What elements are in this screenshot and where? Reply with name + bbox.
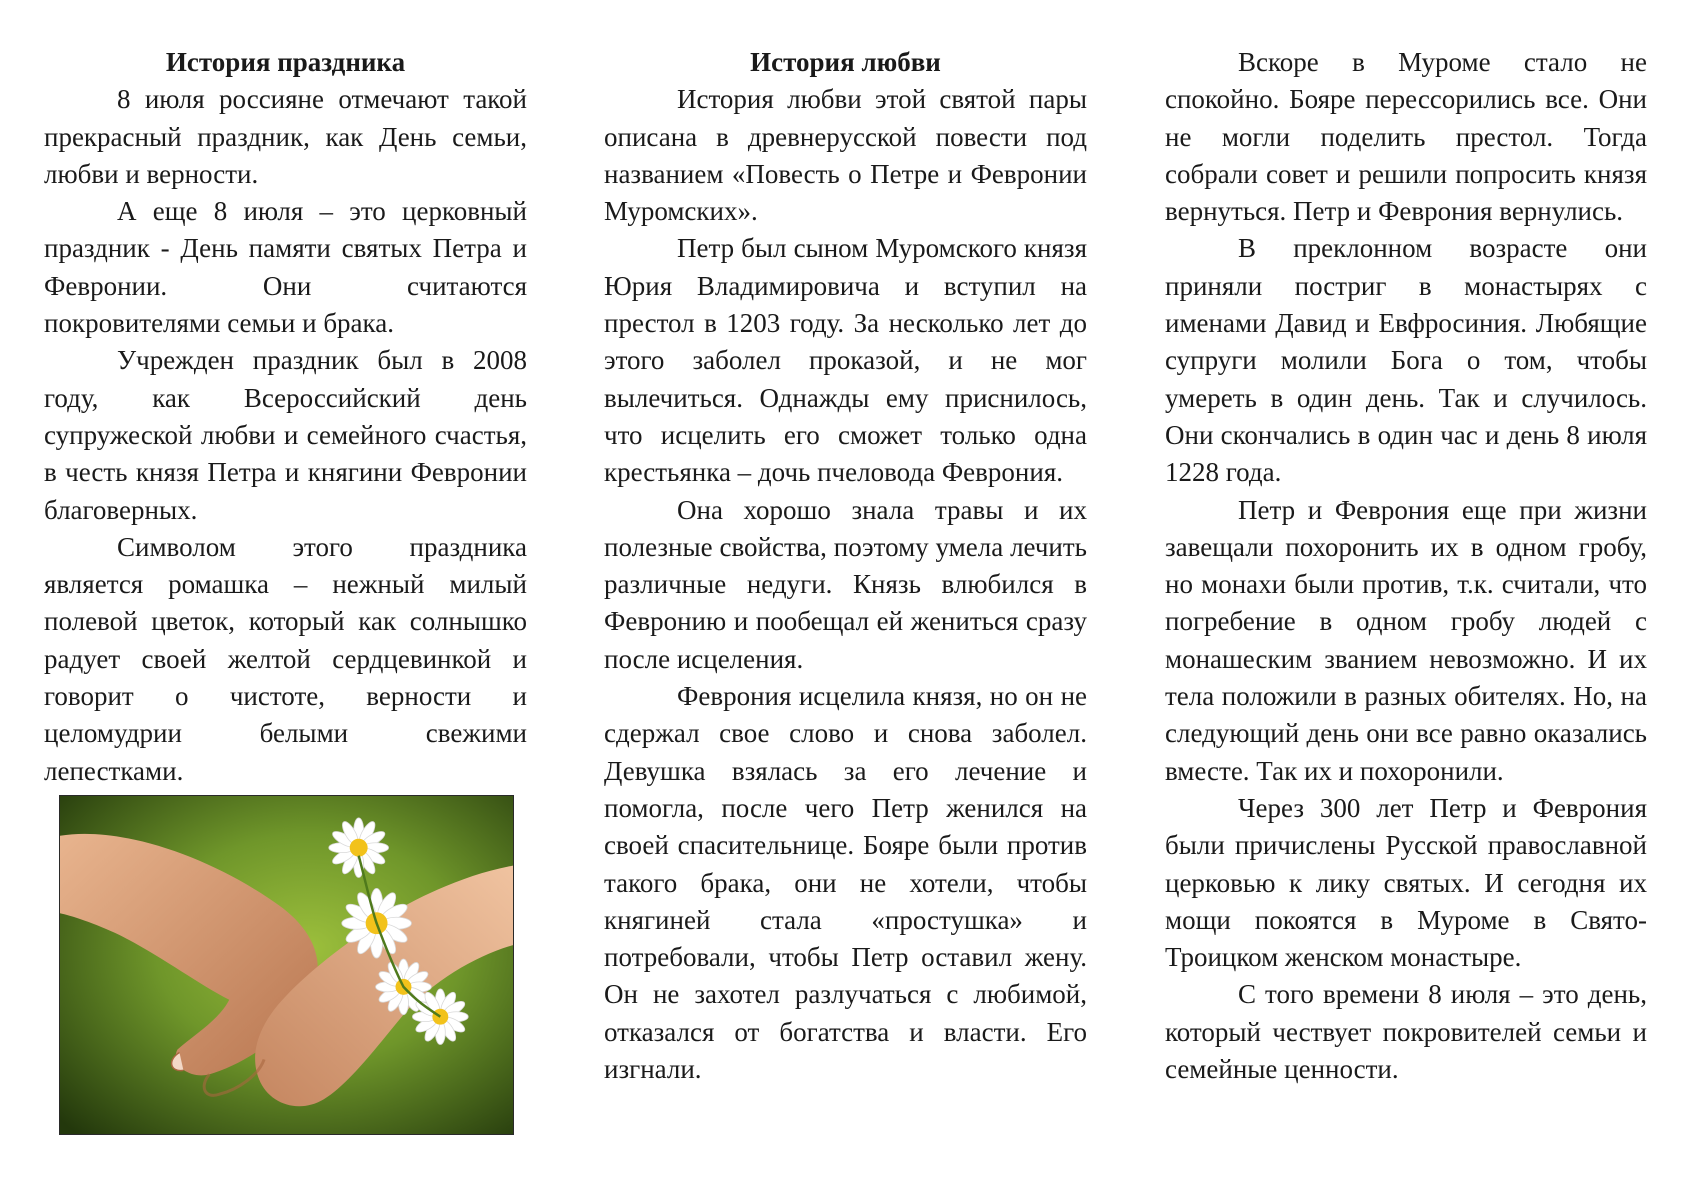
paragraph: Петр и Феврония еще при жизни завещали похоронить их в одном гробу, но монахи были против, т.к. считали, что погребение в одном гробу людей с монашеским званием невозможно. И их тела положили в разных обителях. Но, на следующий день они все равно оказались вместе. Так их и похоронили. — [1165, 494, 1647, 786]
heading-love-story: История любви — [750, 47, 941, 77]
paragraph: Она хорошо знала травы и их полезные свойства, поэтому умела лечить различные недуги. Князь влюбился в Февронию и пообещал ей жениться сразу после исцеления. — [604, 494, 1087, 674]
paragraph: С того времени 8 июля – это день, который чествует покровителей семьи и семейные ценности. — [1165, 979, 1647, 1085]
paragraph: Учрежден праздник был в 2008 году, как Всероссийский день супружеской любви и семейного счастья, в честь князя Петра и княгини Февронии благоверных. — [44, 345, 527, 525]
paragraph: А еще 8 июля – это церковный праздник - День памяти святых Петра и Февронии. Они считаются покровителями семьи и брака. — [44, 196, 527, 339]
paragraph: Символом этого праздника является ромашка – нежный милый полевой цветок, который как солнышко радует своей желтой сердцевинкой и говорит о чистоте, верности и целомудрии белыми свежими лепестками. — [44, 531, 527, 786]
column-continuation — [1165, 44, 1647, 1088]
paragraph: Через 300 лет Петр и Феврония были причислены Русской православной церковью к лику святых. И сегодня их мощи покоятся в Муроме в Свято-Троицком женском монастыре. — [1165, 792, 1647, 973]
paragraph: В преклонном возрасте они приняли постриг в монастырях с именами Давид и Евфросиния. Любящие супруги молили Бога о том, чтобы умереть в один день. Так и случилось. Они скончались в один час и день 8 июля 1228 года. — [1165, 233, 1647, 488]
column-love-story — [604, 44, 1087, 1088]
heading-holiday-history: История праздника — [165, 47, 406, 77]
paragraph: История любви этой святой пары описана в древнерусской повести под названием «Повесть о Петре и Февронии Муромских». — [604, 84, 1087, 227]
paragraph: 8 июля россияне отмечают такой прекрасный праздник, как День семьи, любви и верности. — [44, 84, 527, 189]
hands-with-daisies-photo — [59, 795, 514, 1135]
paragraph: Вскоре в Муроме стало не спокойно. Бояре перессорились все. Они не могли поделить престол. Тогда собрали совет и решили попросить князя вернуться. Петр и Феврония вернулись. — [1165, 47, 1647, 227]
column-holiday-history — [44, 44, 527, 790]
paragraph: Петр был сыном Муромского князя Юрия Владимировича и вступил на престол в 1203 году. За несколько лет до этого заболел проказой, и не мог вылечиться. Однажды ему приснилось, что исцелить его сможет только одна крестьянка – дочь пчеловода Феврония. — [604, 233, 1087, 488]
paragraph: Феврония исцелила князя, но он не сдержал свое слово и снова заболел. Девушка взялась за его лечение и помогла, после чего Петр женился на своей спасительнице. Бояре были против такого брака, они не хотели, чтобы княгиней стала «простушка» и потребовали, чтобы Петр оставил жену. Он не захотел разлучаться с любимой, отказался от богатства и власти. Его изгнали. — [604, 681, 1087, 1085]
